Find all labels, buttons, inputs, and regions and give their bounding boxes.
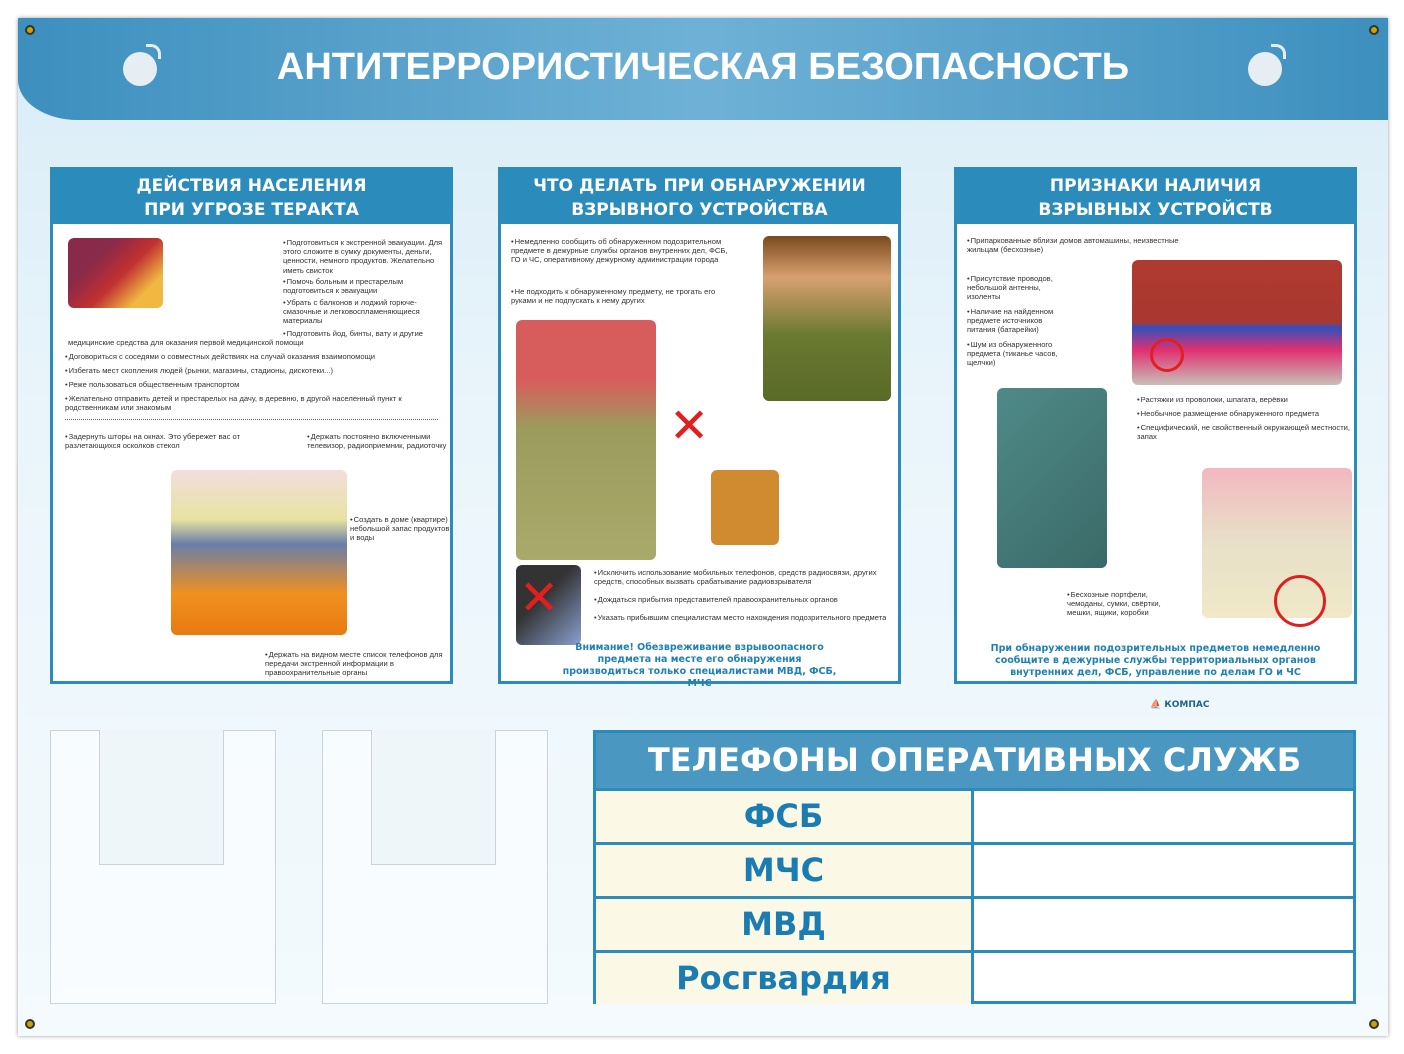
- list-item: • Дождаться прибытия представителей правоохранительных органов: [594, 595, 889, 604]
- list-item: • Договориться с соседями о совместных действиях на случай оказания взаимопомощи: [65, 352, 450, 361]
- heading-line: ЧТО ДЕЛАТЬ ПРИ ОБНАРУЖЕНИИ: [533, 176, 866, 196]
- logo-icon: ⛵: [1150, 700, 1162, 710]
- bomb-icon: [1248, 52, 1282, 86]
- bag-with-bomb-image: [997, 388, 1107, 568]
- list-item: • Немедленно сообщить об обнаруженном подозрительном предмете в дежурные службы органов внутренних дел, ФСБ, ГО и ЧС, оперативному дежурному администрации города: [511, 237, 736, 265]
- list-item: • Шум из обнаруженного предмета (тиканье часов, щелчки): [967, 340, 1082, 368]
- panel-heading: [501, 170, 898, 224]
- emergency-phones-table: [593, 730, 1356, 1004]
- warning-text: При обнаружении подозрительных предметов немедленно сообщите в дежурные службы территориальных органов внутренних дел, ФСБ, управление по делам ГО и ЧС: [990, 643, 1321, 678]
- list-item: • Наличие на найденном предмете источников питания (батарейки): [967, 307, 1072, 335]
- list-item: • Не подходить к обнаруженному предмету, не трогать его руками и не подпускать к нему других: [511, 287, 736, 305]
- heading-line: ПРИ УГРОЗЕ ТЕРАКТА: [144, 200, 359, 220]
- phones-heading: ТЕЛЕФОНЫ ОПЕРАТИВНЫХ СЛУЖБ: [596, 733, 1353, 788]
- grommet: [25, 25, 35, 35]
- panel-explosive-signs: [954, 167, 1357, 684]
- phone-row: [596, 950, 1353, 1004]
- list-item: • Создать в доме (квартире) небольшой запас продуктов и воды: [350, 515, 450, 543]
- list-item: • Убрать с балконов и лоджий горюче-смазочные и легковоспламеняющиеся материалы: [283, 298, 453, 326]
- brand-logo: [1150, 700, 1209, 710]
- phone-value[interactable]: [974, 845, 1353, 896]
- list-item: • Исключить использование мобильных телефонов, средств радиосвязи, других средств, способных вызвать срабатывание радиовзрывателя: [594, 568, 889, 586]
- title-banner: [18, 18, 1388, 120]
- phone-value[interactable]: [974, 953, 1353, 1004]
- service-name: ФСБ: [596, 791, 974, 842]
- list-item: • Подготовиться к экстренной эвакуации. Для этого сложите в сумку документы, деньги, ценности, немного продуктов. Желательно иметь свисток: [283, 238, 453, 275]
- service-name: МЧС: [596, 845, 974, 896]
- woman-image: [516, 320, 656, 560]
- prohibited-x-icon: ✕: [669, 398, 710, 454]
- bomb-icon: [123, 52, 157, 86]
- grommet: [1369, 1019, 1379, 1029]
- phone-row: [596, 788, 1353, 842]
- heading-line: ВЗРЫВНОГО УСТРОЙСТВА: [571, 200, 828, 220]
- room-image: [171, 470, 347, 635]
- grommet: [1369, 25, 1379, 35]
- list-item: • Желательно отправить детей и престарелых на дачу, в деревню, в другой населенный пункт к родственникам или знакомым: [65, 394, 435, 412]
- phone-row: [596, 896, 1353, 950]
- list-item: • Бесхозные портфели, чемоданы, сумки, свёртки, мешки, ящики, коробки: [1067, 590, 1187, 618]
- panel-explosive-found: [498, 167, 901, 689]
- service-name: Росгвардия: [596, 953, 974, 1004]
- list-item: • Избегать мест скопления людей (рынки, магазины, стадионы, дискотеки...): [65, 366, 450, 375]
- highlight-circle: [1150, 338, 1184, 372]
- highlight-circle: [1274, 575, 1326, 627]
- poster-title: АНТИТЕРРОРИСТИЧЕСКАЯ БЕЗОПАСНОСТЬ: [276, 46, 1130, 88]
- list-item: • Присутствие проводов, небольшой антенны, изоленты: [967, 274, 1072, 302]
- list-item: • Реже пользоваться общественным транспортом: [65, 380, 450, 389]
- suspicious-package-image: [711, 470, 779, 545]
- panel-heading: [53, 170, 450, 224]
- man-on-phone-image: [763, 236, 891, 401]
- panel-population-actions: [50, 167, 453, 684]
- phone-row: [596, 842, 1353, 896]
- list-item: • Помочь больным и престарелым подготовиться к эвакуации: [283, 277, 453, 295]
- brochure-pocket: [50, 730, 276, 1004]
- list-item: • Припаркованные вблизи домов автомашины, неизвестные жильцам (бесхозные): [967, 236, 1207, 254]
- panel-heading: [957, 170, 1354, 224]
- service-name: МВД: [596, 899, 974, 950]
- list-item: • Задернуть шторы на окнах. Это убережет вас от разлетающихся осколков стекол: [65, 432, 245, 450]
- list-item: • Держать постоянно включенными телевизор, радиоприемник, радиоточку: [307, 432, 447, 450]
- prohibited-x-icon: ✕: [519, 570, 560, 626]
- passport-wallet-image: [68, 238, 163, 308]
- phone-value[interactable]: [974, 899, 1353, 950]
- warning-text: Внимание! Обезвреживание взрывоопасного предмета на месте его обнаружения производиться только специалистами МВД, ФСБ, МЧС: [562, 642, 837, 689]
- heading-line: ДЕЙСТВИЯ НАСЕЛЕНИЯ: [136, 176, 367, 196]
- brochure-pocket: [322, 730, 548, 1004]
- divider: [65, 419, 438, 420]
- phone-value[interactable]: [974, 791, 1353, 842]
- list-item: • Необычное размещение обнаруженного предмета: [1137, 409, 1352, 418]
- list-item: • Указать прибывшим специалистам место нахождения подозрительного предмета: [594, 613, 889, 622]
- logo-text: КОМПАС: [1164, 700, 1210, 710]
- list-item: • Растяжки из проволоки, шпагата, верёвки: [1137, 395, 1352, 404]
- list-item: • Подготовить йод, бинты, вату и другие медицинские средства для оказания первой медицинской помощи: [68, 329, 448, 347]
- list-item: • Держать на видном месте список телефонов для передачи экстренной информации в правоохранительные органы: [265, 650, 445, 678]
- heading-line: ПРИЗНАКИ НАЛИЧИЯ: [1049, 176, 1262, 196]
- grommet: [25, 1019, 35, 1029]
- list-item: • Специфический, не свойственный окружающей местности, запах: [1137, 423, 1352, 441]
- heading-line: ВЗРЫВНЫХ УСТРОЙСТВ: [1038, 200, 1273, 220]
